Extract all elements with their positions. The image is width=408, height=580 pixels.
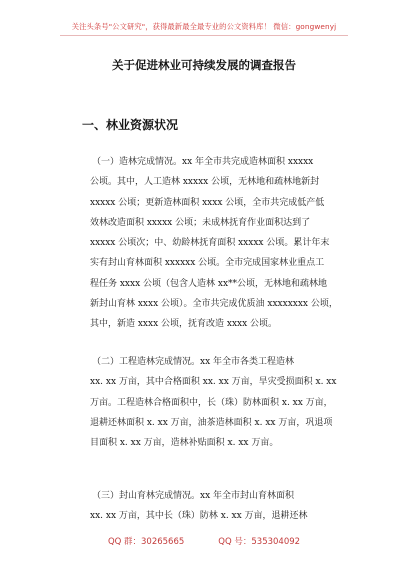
header-notice: 关注头条号"公文研究"，获得最新最全最专业的公文资料库！ 微信：gongwenyj [71,22,337,31]
paragraph-line: xxxxx 公顷次；中、幼龄林抚育面积 xxxxx 公顷。累计年末 [90,238,330,249]
paragraph-line: （三）封山育林完成情况。xx 年全市封山育林面积 [92,491,295,501]
footer-contact [0,535,408,547]
paragraph-line: 退耕还林面积 x. xx 万亩，油茶造林面积 x. xx 万亩，巩退项 [90,417,333,428]
paragraph-line: 公顷。其中，人工造林 xxxxx 公顷，无林地和疏林地新封 [90,177,320,188]
paragraph-mountain-closure [90,486,352,527]
header-divider [60,35,348,36]
paragraph-line: 实有封山育林面积 xxxxxx 公顷。全市完成国家林业重点工 [90,258,325,269]
paragraph-afforestation [90,152,352,335]
footer-qq-group: QQ 群：30265665 [107,537,185,547]
document-title: 关于促进林业可持续发展的调查报告 [112,58,296,72]
paragraph-line: 效林改造面积 xxxxx 公顷；未成林抚育作业面积达到了 [90,217,311,228]
paragraph-line: （二）工程造林完成情况。xx 年全市各类工程造林 [92,357,295,367]
paragraph-line: 其中，新造 xxxx 公顷，抚育改造 xxxx 公顷。 [90,319,278,330]
footer-qq-number: QQ 号：535304092 [218,537,301,547]
paragraph-line: xxxxx 公顷；更新造林面积 xxxx 公顷，全市共完成低产低 [90,197,325,208]
paragraph-line: 新封山育林 xxxx 公顷）。全市共完成优质油 xxxxxxxx 公顷， [90,299,338,310]
paragraph-line: （一）造林完成情况。xx 年全市共完成造林面积 xxxxx [92,157,314,167]
paragraph-line: 万亩。工程造林合格面积中，长（珠）防林面积 x. xx 万亩， [90,397,333,408]
paragraph-line: 程任务 xxxx 公顷（包含人造林 xx**公顷，无林地和疏林地 [90,278,328,289]
paragraph-line: 目面积 x. xx 万亩，造林补贴面积 x. xx 万亩。 [90,438,279,449]
paragraph-line: xx. xx 万亩，其中长（珠）防林 x. xx 万亩，退耕还林 [90,511,308,522]
section-heading: 一、林业资源状况 [82,118,179,132]
paragraph-project-afforestation [90,352,352,453]
paragraph-line: xx. xx 万亩，其中合格面积 xx. xx 万亩，旱灾受损面积 x. xx [90,377,337,388]
